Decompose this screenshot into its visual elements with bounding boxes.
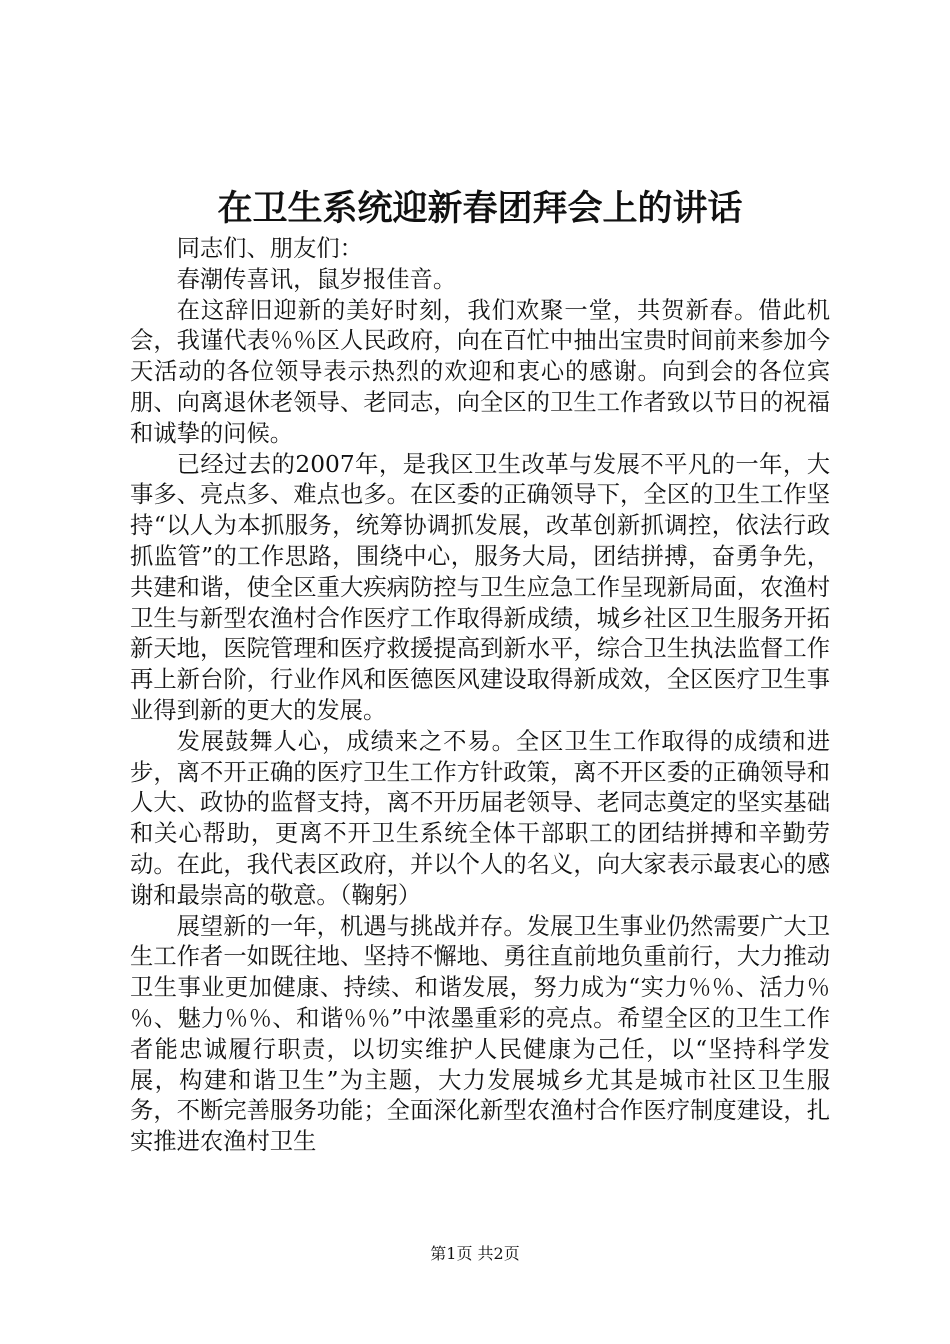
page-number: 第1页 — [430, 1244, 473, 1263]
paragraph: 在这辞旧迎新的美好时刻，我们欢聚一堂，共贺新春。借此机会，我谨代表％％区人民政府，向在百忙中抽出宝贵时间前来参加今天活动的各位领导表示热烈的欢迎和衷心的感谢。向到会的各位宾朋、向离退休老领导、老同志，向全区的卫生工作者致以节日的祝福和诚挚的问候。 — [130, 296, 830, 447]
paragraph: 发展鼓舞人心，成绩来之不易。全区卫生工作取得的成绩和进步，离不开正确的医疗卫生工作方针政策，离不开区委的正确领导和人大、政协的监督支持，离不开历届老领导、老同志奠定的坚实基础和关心帮助，更离不开卫生系统全体干部职工的团结拼搏和辛勤劳动。在此，我代表区政府，并以个人的名义，向大家表示最衷心的感谢和最崇高的敬意。（鞠躬） — [130, 727, 830, 909]
document-title: 在卫生系统迎新春团拜会上的讲话 — [217, 188, 743, 229]
paragraph-opening-line: 春潮传喜讯，鼠岁报佳音。 — [176, 265, 457, 293]
paragraph: 展望新的一年，机遇与挑战并存。发展卫生事业仍然需要广大卫生工作者一如既往地、坚持不懈地、勇往直前地负重前行，大力推动卫生事业更加健康、持续、和谐发展，努力成为“实力％％、活力％％、魅力％％、和谐％％”中浓墨重彩的亮点。希望全区的卫生工作者能忠诚履行职责，以切实维护人民健康为己任，以“坚持科学发展，构建和谐卫生”为主题，大力发展城乡尤其是城市社区卫生服务，不断完善服务功能；全面深化新型农渔村合作医疗制度建设，扎实推进农渔村卫生 — [130, 912, 830, 1156]
page-total: 共2页 — [477, 1244, 520, 1263]
document-body — [130, 234, 830, 1158]
page-footer — [0, 1244, 950, 1264]
paragraph: 已经过去的2007年，是我区卫生改革与发展不平凡的一年，大事多、亮点多、难点也多。在区委的正确领导下，全区的卫生工作坚持“以人为本抓服务，统筹协调抓发展，改革创新抓调控，依法行政抓监管”的工作思路，围绕中心，服务大局，团结拼搏，奋勇争先，共建和谐，使全区重大疾病防控与卫生应急工作呈现新局面，农渔村卫生与新型农渔村合作医疗工作取得新成绩，城乡社区卫生服务开拓新天地，医院管理和医疗救援提高到新水平，综合卫生执法监督工作再上新台阶，行业作风和医德医风建设取得新成效，全区医疗卫生事业得到新的更大的发展。 — [130, 450, 830, 724]
paragraph-greeting: 同志们、朋友们： — [176, 235, 363, 262]
